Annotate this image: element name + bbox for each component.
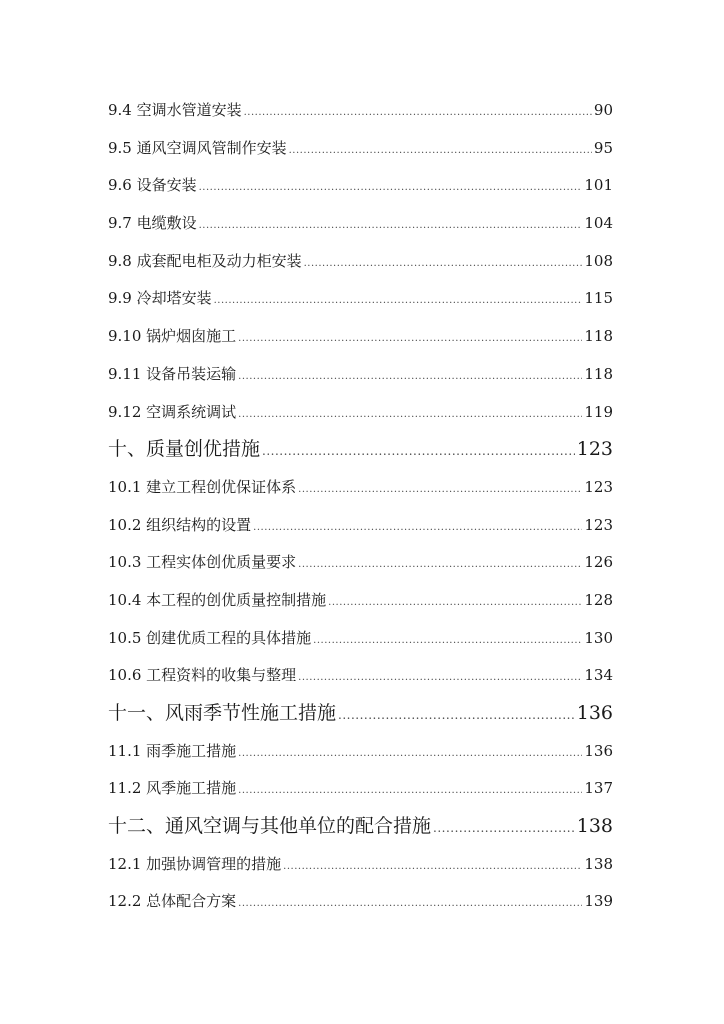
- toc-entry-title: 9.10 锅炉烟囱施工: [108, 327, 237, 346]
- toc-entry-title: 9.5 通风空调风管制作安装: [108, 138, 287, 157]
- toc-dot-leader: [244, 92, 592, 132]
- toc-section-entry[interactable]: [108, 205, 613, 243]
- toc-chapter-entry[interactable]: [108, 808, 613, 846]
- toc-section-entry[interactable]: [108, 883, 613, 921]
- toc-dot-leader: [199, 205, 583, 245]
- toc-entry-title: 10.3 工程实体创优质量要求: [108, 553, 297, 572]
- toc-entry-page-number: 104: [584, 214, 613, 233]
- toc-entry-title: 十一、风雨季节性施工措施: [108, 702, 337, 724]
- toc-section-entry[interactable]: [108, 280, 613, 318]
- toc-entry-title: 9.12 空调系统调试: [108, 402, 237, 421]
- toc-dot-leader: [238, 883, 582, 923]
- toc-entry-page-number: 126: [584, 553, 613, 572]
- toc-section-entry[interactable]: [108, 92, 613, 130]
- toc-section-entry[interactable]: [108, 469, 613, 507]
- toc-entry-page-number: 136: [584, 741, 613, 760]
- toc-chapter-entry[interactable]: [108, 431, 613, 469]
- toc-entry-page-number: 95: [593, 138, 613, 157]
- toc-entry-title: 9.11 设备吊装运输: [108, 364, 237, 383]
- toc-entry-title: 9.7 电缆敷设: [108, 214, 197, 233]
- toc-entry-page-number: 123: [584, 515, 613, 534]
- toc-dot-leader: [199, 167, 583, 207]
- toc-section-entry[interactable]: [108, 507, 613, 545]
- toc-dot-leader: [238, 394, 582, 434]
- toc-dot-leader: [298, 657, 582, 697]
- toc-entry-title: 十、质量创优措施: [108, 438, 261, 461]
- toc-dot-leader: [433, 808, 575, 848]
- toc-dot-leader: [298, 544, 582, 584]
- toc-entry-title: 10.4 本工程的创优质量控制措施: [108, 590, 327, 609]
- toc-entry-page-number: 130: [584, 628, 613, 647]
- toc-entry-title: 10.5 创建优质工程的具体措施: [108, 628, 312, 647]
- toc-dot-leader: [283, 846, 582, 886]
- toc-entry-title: 10.6 工程资料的收集与整理: [108, 666, 297, 685]
- toc-section-entry[interactable]: [108, 620, 613, 658]
- toc-entry-page-number: 123: [576, 438, 613, 461]
- toc-entry-title: 11.1 雨季施工措施: [108, 741, 237, 760]
- toc-entry-page-number: 118: [584, 364, 613, 383]
- toc-dot-leader: [262, 431, 575, 471]
- toc-entry-page-number: 108: [584, 251, 613, 270]
- toc-entry-title: 12.2 总体配合方案: [108, 892, 237, 911]
- toc-section-entry[interactable]: [108, 770, 613, 808]
- toc-entry-title: 11.2 风季施工措施: [108, 779, 237, 798]
- toc-entry-page-number: 138: [584, 854, 613, 873]
- toc-entry-title: 9.6 设备安装: [108, 176, 197, 195]
- toc-entry-title: 9.4 空调水管道安装: [108, 101, 242, 119]
- toc-entry-title: 10.1 建立工程创优保证体系: [108, 477, 297, 496]
- toc-entry-title: 12.1 加强协调管理的措施: [108, 854, 282, 873]
- toc-chapter-entry[interactable]: [108, 695, 613, 733]
- toc-entry-page-number: 90: [593, 101, 613, 119]
- toc-entry-page-number: 137: [584, 779, 613, 798]
- toc-entry-page-number: 138: [576, 815, 613, 838]
- toc-dot-leader: [214, 280, 583, 320]
- toc-dot-leader: [289, 130, 592, 170]
- toc-entry-page-number: 123: [584, 477, 613, 496]
- toc-section-entry[interactable]: [108, 657, 613, 695]
- toc-dot-leader: [253, 507, 582, 547]
- toc-section-entry[interactable]: [108, 243, 613, 281]
- toc-entry-page-number: 101: [584, 176, 613, 195]
- table-of-contents: [108, 92, 613, 921]
- toc-dot-leader: [304, 243, 583, 283]
- toc-entry-page-number: 119: [584, 402, 613, 421]
- toc-entry-page-number: 134: [584, 666, 613, 685]
- toc-dot-leader: [238, 356, 582, 396]
- toc-section-entry[interactable]: [108, 318, 613, 356]
- toc-entry-page-number: 136: [576, 702, 613, 724]
- toc-dot-leader: [238, 770, 582, 810]
- toc-entry-page-number: 128: [584, 590, 613, 609]
- toc-section-entry[interactable]: [108, 733, 613, 771]
- toc-section-entry[interactable]: [108, 846, 613, 884]
- toc-dot-leader: [298, 469, 582, 509]
- toc-section-entry[interactable]: [108, 582, 613, 620]
- toc-dot-leader: [238, 733, 582, 773]
- toc-section-entry[interactable]: [108, 356, 613, 394]
- toc-entry-title: 9.9 冷却塔安装: [108, 289, 212, 308]
- toc-dot-leader: [328, 582, 582, 622]
- toc-entry-page-number: 115: [584, 289, 613, 308]
- toc-entry-title: 十二、通风空调与其他单位的配合措施: [108, 815, 432, 838]
- toc-entry-title: 10.2 组织结构的设置: [108, 515, 252, 534]
- toc-dot-leader: [238, 318, 582, 358]
- toc-section-entry[interactable]: [108, 544, 613, 582]
- toc-section-entry[interactable]: [108, 130, 613, 168]
- toc-section-entry[interactable]: [108, 167, 613, 205]
- toc-section-entry[interactable]: [108, 394, 613, 432]
- toc-dot-leader: [313, 620, 582, 660]
- toc-dot-leader: [338, 695, 575, 735]
- toc-entry-page-number: 118: [584, 327, 613, 346]
- toc-entry-title: 9.8 成套配电柜及动力柜安装: [108, 251, 302, 270]
- toc-entry-page-number: 139: [584, 892, 613, 911]
